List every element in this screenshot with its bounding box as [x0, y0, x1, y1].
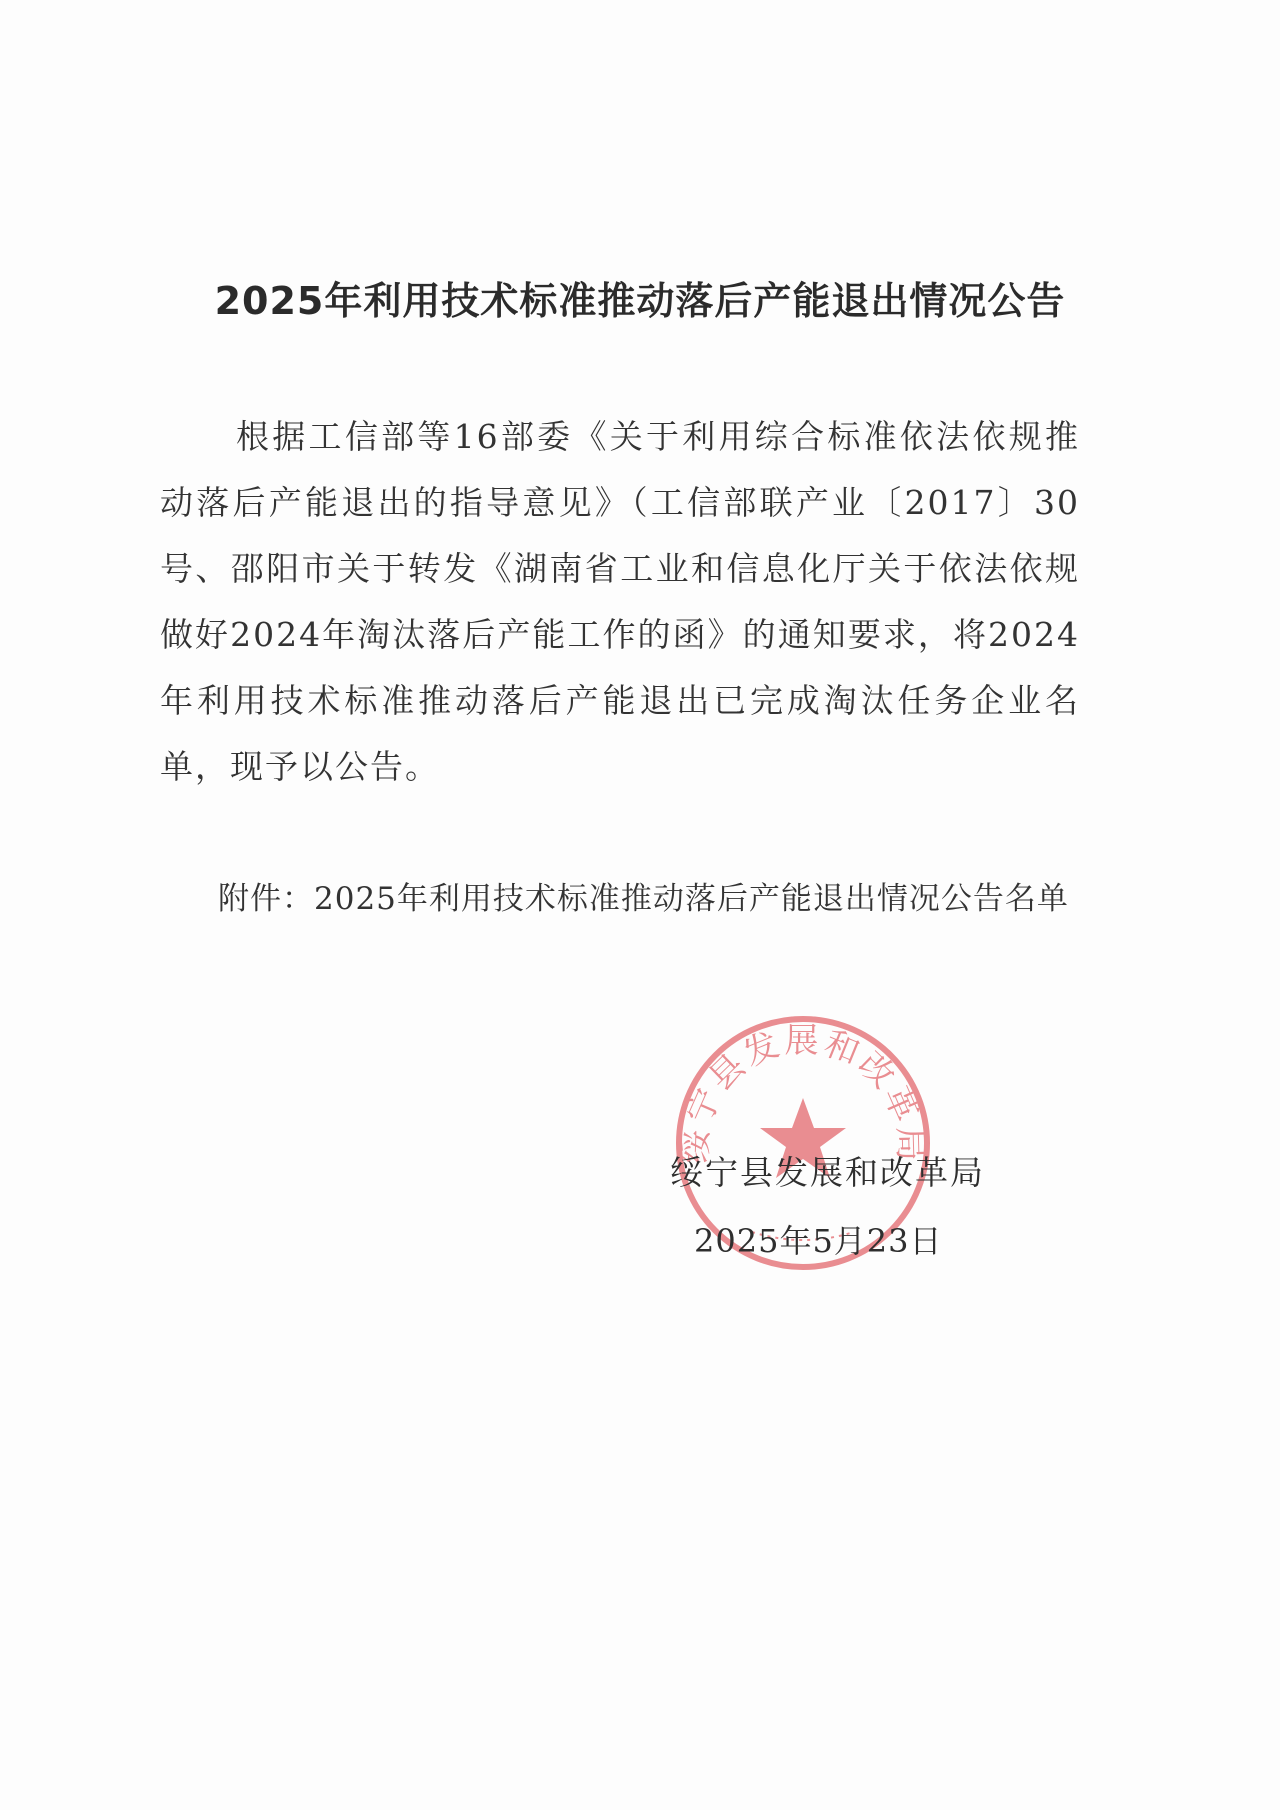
- issue-date: 2025年5月23日: [694, 1222, 943, 1260]
- document-title: 2025年利用技术标准推动落后产能退出情况公告: [214, 279, 1066, 323]
- seal-text: 绥宁县发展和改革局: [675, 1021, 931, 1165]
- issuing-authority: 绥宁县发展和改革局: [670, 1153, 985, 1192]
- document-body: 根据工信部等16部委《关于利用综合标准依法依规推动落后产能退出的指导意见》（工信部联产业〔2017〕30号、邵阳市关于转发《湖南省工业和信息化厅关于依法依规做好2024年淘汰落后产能工作的函》的通知要求，将2024年利用技术标准推动落后产能退出已完成淘汰任务企业名单，现予以公告。: [160, 417, 1080, 786]
- attachment-line: 附件：2025年利用技术标准推动落后产能退出情况公告名单: [218, 881, 1069, 917]
